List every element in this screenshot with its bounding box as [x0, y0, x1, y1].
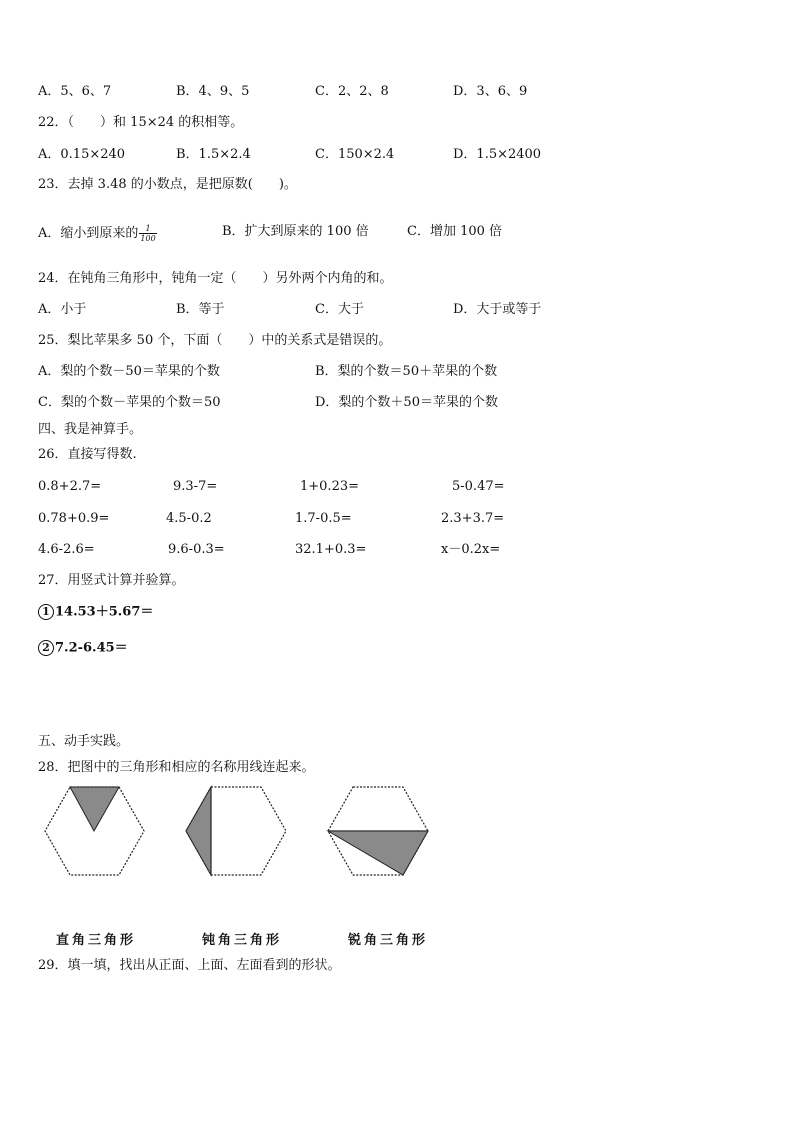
q26-cell: 2.3+3.7=: [441, 511, 505, 526]
q25-stem: 25．梨比苹果多 50 个，下面（ ）中的关系式是错误的。: [38, 333, 392, 348]
q25-option-c: C．梨的个数－苹果的个数＝50: [38, 395, 221, 410]
q22-option-a: A．0.15×240: [38, 147, 126, 162]
hexagon-figure-2: [186, 787, 286, 875]
hexagon-figure-3: [328, 787, 428, 875]
q24-option-b: B．等于: [176, 302, 225, 317]
q24-option-a: A．小于: [38, 302, 87, 317]
q27-stem: 27．用竖式计算并验算。: [38, 573, 185, 588]
shaded-triangle: [328, 831, 428, 875]
q23-option-c: C．增加 100 倍: [407, 224, 503, 239]
q26-cell: 9.6-0.3=: [168, 542, 225, 557]
section-4-heading: 四、我是神算手。: [38, 422, 143, 437]
q26-cell: 4.6-2.6=: [38, 542, 95, 557]
q26-cell: 5-0.47=: [452, 479, 505, 494]
q23-option-a-text: A．缩小到原来的: [38, 226, 139, 241]
q23-option-a: [38, 224, 157, 243]
q28-figures: [0, 784, 794, 894]
shaded-triangle: [70, 787, 119, 831]
circled-number: 2: [38, 640, 54, 656]
q28-stem: 28．把图中的三角形和相应的名称用线连起来。: [38, 760, 315, 775]
q26-stem: 26．直接写得数.: [38, 447, 137, 462]
q23-stem: 23．去掉 3.48 的小数点，是把原数( )。: [38, 177, 297, 192]
q25-option-a: A．梨的个数－50＝苹果的个数: [38, 364, 220, 379]
q22-option-b: B．1.5×2.4: [176, 147, 251, 162]
hexagon-figure-1: [45, 787, 144, 875]
q26-cell: 4.5-0.2: [166, 511, 212, 526]
q21-option-d: D．3、6、9: [453, 84, 528, 99]
q26-cell: 9.3-7=: [173, 479, 218, 494]
circled-number: 1: [38, 604, 54, 620]
fraction: [139, 224, 156, 243]
q24-option-d: D．大于或等于: [453, 302, 542, 317]
q26-cell: 0.78+0.9=: [38, 511, 110, 526]
q26-cell: 1.7-0.5=: [295, 511, 352, 526]
label-obtuse-triangle: 钝角三角形: [202, 933, 283, 948]
q24-stem: 24．在钝角三角形中，钝角一定（ ）另外两个内角的和。: [38, 271, 393, 286]
q27-expression: 14.53＋5.67＝: [55, 604, 154, 620]
q27-item-2: [38, 640, 128, 657]
label-right-triangle: 直角三角形: [56, 933, 137, 948]
q25-option-b: B．梨的个数＝50＋苹果的个数: [315, 364, 498, 379]
q23-option-b: B．扩大到原来的 100 倍: [222, 224, 369, 239]
fraction-denominator: 100: [140, 234, 156, 243]
q26-cell: x－0.2x=: [441, 542, 501, 557]
section-5-heading: 五、动手实践。: [38, 734, 130, 749]
q21-option-a: A．5、6、7: [38, 84, 112, 99]
q22-stem: 22．（ ）和 15×24 的积相等。: [38, 115, 244, 130]
q25-option-d: D．梨的个数＋50＝苹果的个数: [315, 395, 498, 410]
q27-item-1: [38, 604, 153, 621]
q21-option-c: C．2、2、8: [315, 84, 389, 99]
q24-option-c: C．大于: [315, 302, 364, 317]
fraction-numerator: 1: [139, 224, 156, 234]
q29-stem: 29．填一填，找出从正面、上面、左面看到的形状。: [38, 958, 341, 973]
q22-option-d: D．1.5×2400: [453, 147, 542, 162]
q27-expression: 7.2-6.45＝: [55, 640, 128, 656]
q26-cell: 32.1+0.3=: [295, 542, 367, 557]
q21-option-b: B．4、9、5: [176, 84, 250, 99]
q22-option-c: C．150×2.4: [315, 147, 395, 162]
shaded-triangle: [186, 787, 211, 875]
label-acute-triangle: 锐角三角形: [348, 933, 429, 948]
q26-cell: 0.8+2.7=: [38, 479, 102, 494]
q26-cell: 1+0.23=: [300, 479, 360, 494]
